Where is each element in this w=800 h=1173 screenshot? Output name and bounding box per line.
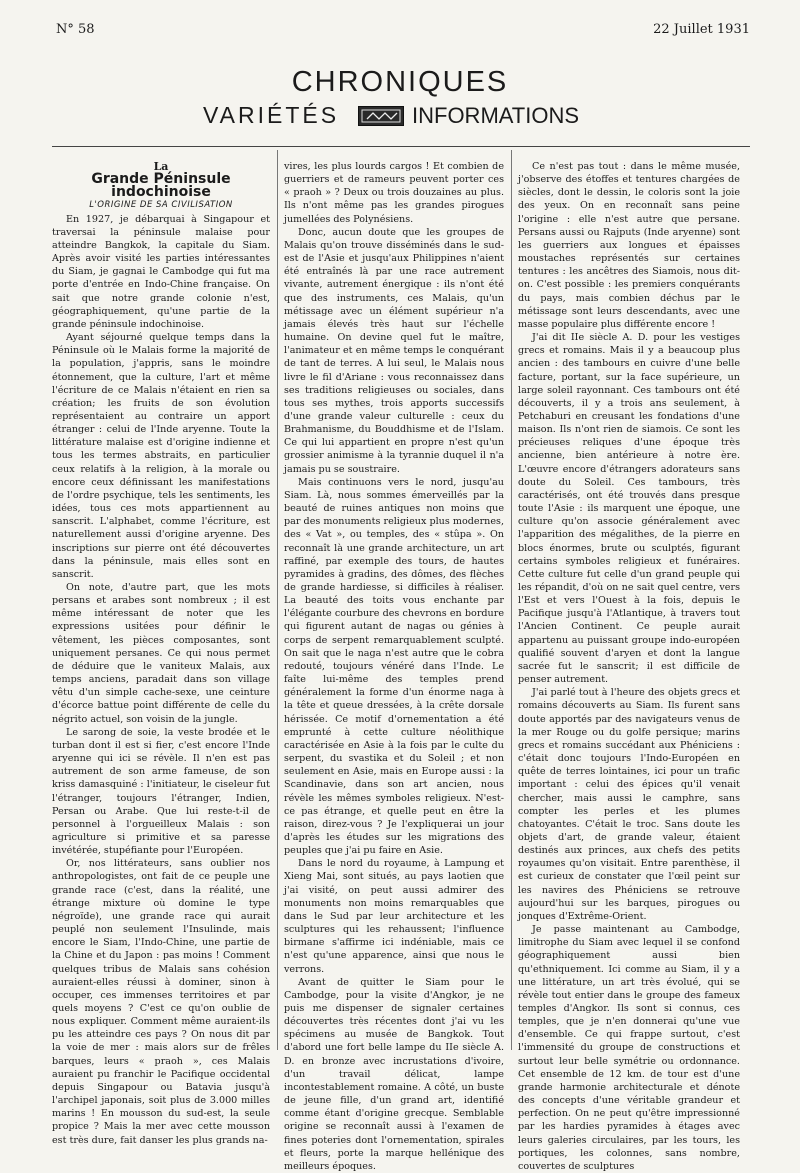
paragraph: Mais continuons vers le nord, jusqu'au Siam. Là, nous sommes émerveillés par la beauté de ruines antiques non moins que par des monuments religieux plus modernes, des « Vat », ou temples, des « stûpa ». On reconnaît là une grande architecture, un art raffiné, par exemple des tours, de hautes pyramides à gradins, des dômes, des flèches de grande hardiesse, si difficiles à réaliser. La beauté des toits vous enchante par l'élégante courbure des chevrons en bordure qui figurent autant de nagas ou génies à corps de serpent remarquablement sculpté. On sait que le naga n'est autre que le cobra redouté, toujours vénéré dans l'Inde. Le faîte lui-même des temples prend généralement la forme d'un énorme naga à la tête et queue dressées, à la crête dorsale hérissée. Ce motif d'ornementation a été emprunté à cette culture néolithique caractérisée en Asie à la fois par le culte du serpent, du svastika et du Soleil ; et non seulement en Asie, mais en Europe aussi : la Scandinavie, dans son art ancien, nous révèle les mêmes symboles religieux. N'est-ce pas étrange, et quelle peut en être la raison, direz-vous ? Je l'expliquerai un jour d'après les études sur les migrations des peuples que j'ai pu faire en Asie. — [284, 476, 504, 857]
issue-date: 22 Juillet 1931 — [653, 22, 750, 37]
masthead-chroniques: CHRONIQUES — [291, 66, 509, 98]
article-subtitle: L'ORIGINE DE SA CIVILISATION — [89, 200, 233, 211]
column-divider-1 — [277, 150, 278, 1050]
paragraph: Avant de quitter le Siam pour le Cambodge, pour la visite d'Angkor, je ne puis me dispenser de signaler certaines découvertes très récentes dont j'ai vu les spécimens au musée de Bangkok. Tout d'abord une fort belle lampe du IIe siècle A. D. en bronze avec incrustations d'ivoire, d'un travail délicat, lampe incontestablement romaine. A côté, un buste de jeune fille, d'un grand art, identifié comme étant d'origine grecque. Semblable origine se reconnaît aussi à l'examen de fines poteries dont l'ornementation, spirales et fleurs, porte la marque hellénique des meilleurs époques. — [284, 976, 504, 1172]
masthead-rule — [52, 146, 750, 147]
paragraph: On note, d'autre part, que les mots persans et arabes sont nombreux ; il est même intéressant de noter que les expressions usitées pour définir le vêtement, les pièces composantes, sont uniquement persanes. Ce qui nous permet de déduire que le vaniteux Malais, aux temps anciens, paradait dans son village vêtu d'un simple cache-sexe, une ceinture d'écorce battue point différente de celle du négrito actuel, son voisin de la jungle. — [52, 582, 270, 725]
column-divider-2 — [511, 150, 512, 1050]
paragraph: Ayant séjourné quelque temps dans la Péninsule où le Malais forme la majorité de la population, j'appris, sans le moindre étonnement, que la culture, l'art et même l'écriture de ce Malais n'étaient en rien sa création; les fruits de son évolution représentaient au contraire un apport étranger : celui de l'Inde aryenne. Toute la littérature malaise est d'origine indienne et tous les termes abstraits, en particulier ceux relatifs à la religion, à la morale ou encore ceux définissant les manifestations de l'ordre psychique, tels les sentiments, les idées, tous ces mots appartiennent au sanscrit. L'alphabet, comme l'écriture, est naturellement aussi d'origine aryenne. Des inscriptions sur pierre ont été découvertes dans la péninsule, mais elles sont en sanscrit. — [52, 332, 270, 580]
column-1 — [52, 160, 270, 1146]
article-title: Grande Péninsule indochinoise — [91, 171, 231, 201]
issue-number: N° 58 — [56, 22, 95, 37]
column-2 — [284, 160, 504, 1172]
masthead-varietes: VARIÉTÉS — [203, 102, 340, 128]
paragraph: Dans le nord du royaume, à Lampung et Xieng Mai, sont situés, au pays laotien que j'ai visité, on peut aussi admirer des monuments non moins remarquables que dans le Sud par leur architecture et les sculptures qui les rehaussent; l'influence birmane s'affirme ici indéniable, mais ce n'est qu'une apparence, ainsi que nous le verrons. — [284, 858, 504, 975]
page-header — [0, 22, 800, 44]
paragraph: J'ai parlé tout à l'heure des objets grecs et romains découverts au Siam. Ils furent sans doute apportés par des navigateurs venus de la mer Rouge ou du golfe persique; marins grecs et romains succédant aux Phéniciens : c'était donc toujours l'Indo-Européen en quête de terres lointaines, ici pour un trafic important : celui des épices qu'il venait chercher, mais aussi le camphre, sans compter les perles et les plumes chatoyantes. C'était le troc. Sans doute les objets d'art, de grande valeur, étaient destinés aux princes, aux chefs des petits royaumes qu'on visitait. Entre parenthèse, il est curieux de constater que l'œil peint sur les navires des Phéniciens se retrouve aujourd'hui sur les barques, pirogues ou jonques d'Extrême-Orient. — [518, 687, 740, 922]
paragraph: Or, nos littérateurs, sans oublier nos anthropologistes, ont fait de ce peuple une grande race (c'est, dans la réalité, une étrange mixture où domine le type négroïde), une grande race qui aurait peuplé non seulement l'Insulinde, mais encore le Siam, l'Indo-Chine, une partie de la Chine et du Japon : pas moins ! Comment quelques tribus de Malais sans cohésion auraient-elles réussi à dominer, sinon à occuper, ces immenses territoires et par quels moyens ? C'est ce qu'on oublie de nous expliquer. Comment même auraient-ils pu les atteindre ces pays ? On nous dit par la voie de mer : mais alors sur de frêles barques, leurs « praoh », ces Malais auraient pu franchir le Pacifique occidental depuis Singapour ou Batavia jusqu'à l'archipel japonais, soit plus de 3.000 milles marins ! En mousson du sud-est, la seule propice ? Mais la mer avec cette mousson est très dure, fait danser les plus grands na- — [52, 858, 270, 1146]
ornament-icon — [358, 106, 404, 126]
paragraph: J'ai dit IIe siècle A. D. pour les vestiges grecs et romains. Mais il y a beaucoup plus ancien : des tambours en cuivre d'une belle facture, portant, sur la face supérieure, un large soleil rayonnant. Ces tambours ont été découverts, il y a trois ans seulement, à Petchaburi en creusant les fondations d'une maison. Ils n'ont rien de siamois. Ce sont les précieuses reliques d'une époque très ancienne, bien antérieure à notre ère. L'œuvre encore d'étrangers adorateurs sans doute du Soleil. Ces tambours, très caractérisés, ont été trouvés dans presque toute l'Asie : ils marquent une époque, une culture qu'on associe généralement avec l'apparition des mégalithes, de la pierre en blocs énormes, brute ou sculptés, figurant certains symboles religieux et funéraires. Cette culture fut celle d'un grand peuple qui les répandit, d'où on ne sait quel centre, vers l'Est et vers l'Ouest à la fois, depuis le Pacifique jusqu'à l'Atlantique, à travers tout l'Ancien Continent. Ce peuple aurait appartenu au puissant groupe indo-européen qualifié souvent d'aryen et dont la langue sacrée fut le sanscrit; il est difficile de penser autrement. — [518, 332, 740, 686]
masthead-informations: INFORMATIONS — [412, 103, 580, 128]
paragraph: Ce n'est pas tout : dans le même musée, j'observe des étoffes et tentures chargées de siècles, dont le dessin, le coloris sont la joie des yeux. On en reconnaît sans peine l'origine : elle n'est autre que persane. Persans aussi ou Rajputs (Inde aryenne) sont les guerriers aux longues et épaisses moustaches représentés sur certaines tentures : les ancêtres des Siamois, nous dit-on. C'est possible : les premiers conquérants du pays, mais combien déchus par le métissage sont leurs descendants, avec une masse populaire plus différente encore ! — [518, 161, 740, 330]
column-3 — [518, 160, 740, 1172]
article-pretitle: La — [153, 160, 169, 173]
paragraph: Je passe maintenant au Cambodge, limitrophe du Siam avec lequel il se confond géographiquement aussi bien qu'ethniquement. Ici comme au Siam, il y a une littérature, un art très évolué, qui se révèle tout entier dans le groupe des fameux temples d'Angkor. Ils sont si connus, ces temples, que je n'en donnerai qu'une vue d'ensemble. Ce qui frappe surtout, c'est l'immensité du groupe de constructions et surtout leur belle symétrie ou ordonnance. Cet ensemble de 12 km. de tour est d'une grande harmonie architecturale et dénote des concepts d'une véritable grandeur et perfection. On ne peut qu'être impressionné par les hardies pyramides à étages avec leurs galeries circulaires, par les tours, les portiques, les colonnes, sans nombre, couvertes de sculptures — [518, 924, 740, 1172]
paragraph: Le sarong de soie, la veste brodée et le turban dont il est si fier, c'est encore l'Inde aryenne qui ici se révèle. Il n'en est pas autrement de son arme fameuse, de son kriss damasquiné : l'initiateur, le ciseleur fut l'étranger, toujours l'étranger, Indien, Persan ou Arabe. Que lui reste-t-il de personnel à l'orgueilleux Malais : son agriculture si primitive et sa paresse invétérée, stupéfiante pour l'Européen. — [52, 726, 270, 857]
paragraph: vires, les plus lourds cargos ! Et combien de guerriers et de rameurs peuvent porter ces « praoh » ? Deux ou trois douzaines au plus. Ils n'ont même pas les grandes pirogues jumellées des Polynésiens. — [284, 161, 504, 225]
paragraph: En 1927, je débarquai à Singapour et traversai la péninsule malaise pour atteindre Bangkok, la capitale du Siam. Après avoir visité les parties intéressantes du Siam, je gagnai le Cambodge qui fut ma porte d'entrée en Indo-Chine française. On sait que notre grande colonie n'est, géographiquement, qu'une partie de la grande péninsule indochinoise. — [52, 213, 270, 330]
paragraph: Donc, aucun doute que les groupes de Malais qu'on trouve disséminés dans le sud-est de l'Asie et jusqu'aux Philippines n'aient été entraînés là par une race autrement vivante, autrement énergique : ils n'ont été que des instruments, ces Malais, qu'un métissage avec un élément supérieur n'a jamais élevés très haut sur l'échelle humaine. On devine quel fut le maître, l'animateur et en même temps le conquérant de tant de terres. A lui seul, le Malais nous livre le fil d'Ariane : vous reconnaissez dans ses traditions religieuses ou sociales, dans tous ses mythes, trois apports successifs d'une grande valeur culturelle : ceux du Brahmanisme, du Bouddhisme et de l'Islam. Ce qui lui appartient en propre n'est qu'un grossier animisme à la tyrannie duquel il n'a jamais pu se soustraire. — [284, 226, 504, 475]
